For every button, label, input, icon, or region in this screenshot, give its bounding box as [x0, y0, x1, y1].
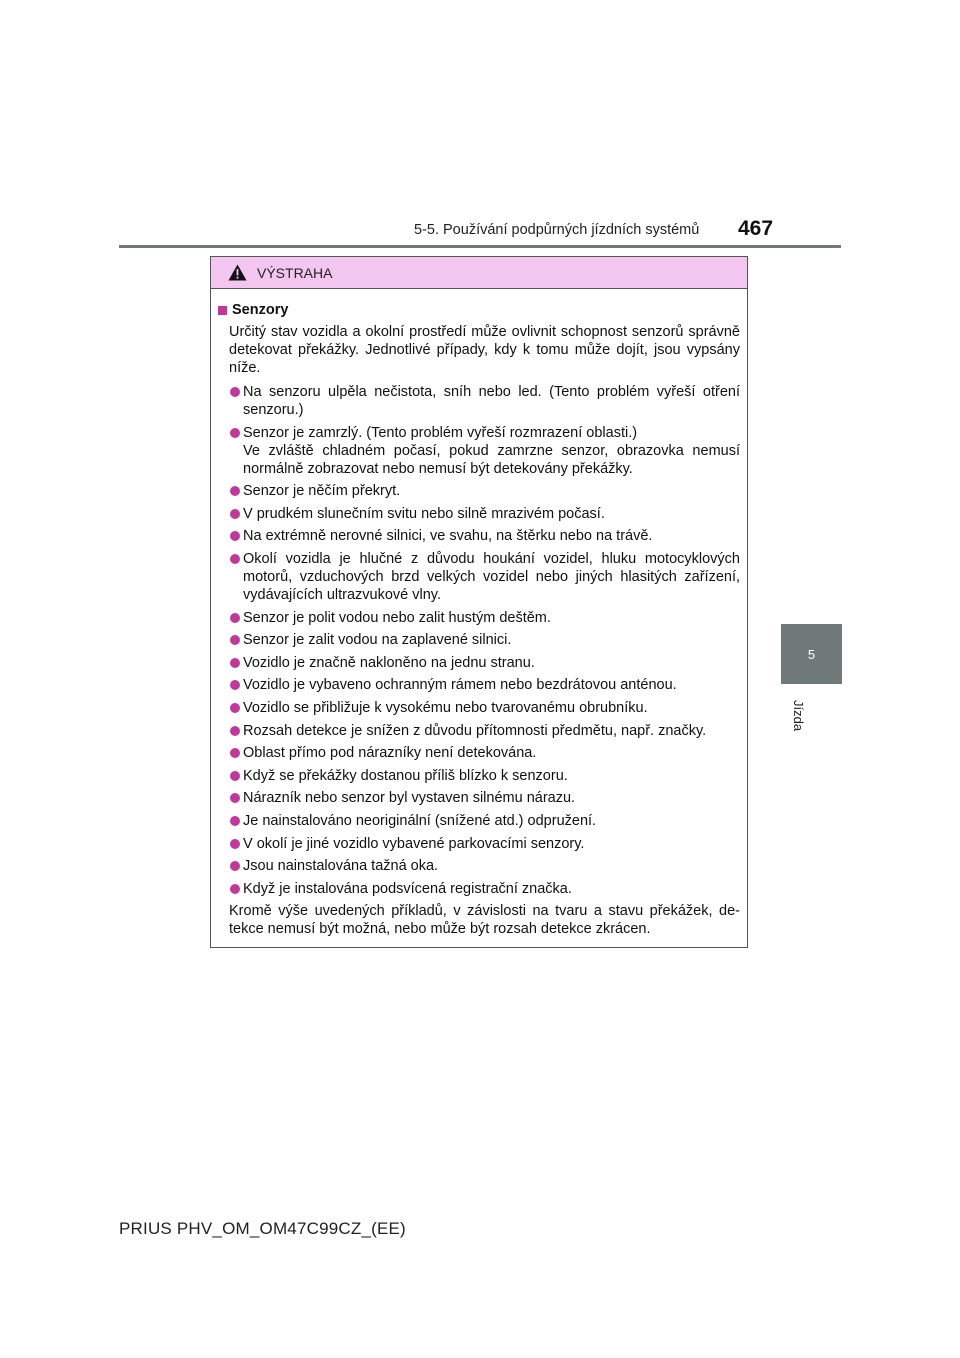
list-item: V prudkém slunečním svitu nebo silně mrazivém počasí. — [218, 505, 740, 523]
intro-paragraph: Určitý stav vozidla a okolní prostředí může ovlivnit schopnost senzorů správně detekovat překážky. Jednotlivé případy, kdy k tomu může dojít, jsou vypsány níže. — [229, 324, 740, 376]
list-item: Když je instalována podsvícená registrační značka. — [218, 880, 740, 898]
chapter-tab — [781, 624, 842, 684]
list-item: Na senzoru ulpěla nečistota, sníh nebo led. (Tento problém vyřeší otření senzoru.) — [218, 383, 740, 419]
bullet-icon — [230, 658, 240, 668]
list-item: Když se překážky dostanou příliš blízko k senzoru. — [218, 767, 740, 785]
bullet-icon — [230, 486, 240, 496]
list-item: Senzor je něčím překryt. — [218, 482, 740, 500]
condition-list — [218, 383, 740, 898]
warning-heading: VÝSTRAHA — [257, 264, 333, 281]
list-item: Senzor je zamrzlý. (Tento problém vyřeší rozmrazení oblasti.) Ve zvláště chladném počasí, pokud zamrzne senzor, obrazovka nemusí normálně zobrazovat nebo nemusí být detekovány překážky. — [218, 424, 740, 478]
document-code: PRIUS PHV_OM_OM47C99CZ_(EE) — [119, 1219, 406, 1238]
warning-header — [211, 257, 747, 289]
list-item: Oblast přímo pod nárazníky není detekována. — [218, 744, 740, 762]
warning-box — [210, 256, 748, 948]
closing-paragraph: Kromě výše uvedených příkladů, v závislosti na tvaru a stavu překážek, de-tekce nemusí být možná, nebo může být rozsah detekce zkrácen. — [229, 903, 740, 938]
bullet-icon — [230, 816, 240, 826]
section-title: 5-5. Používání podpůrných jízdních systémů — [414, 222, 700, 238]
chapter-label: Jízda — [791, 700, 806, 732]
bullet-icon — [230, 554, 240, 564]
warning-triangle-icon — [228, 264, 247, 281]
bullet-icon — [230, 884, 240, 894]
bullet-icon — [230, 703, 240, 713]
bullet-icon — [230, 387, 240, 397]
bullet-icon — [230, 531, 240, 541]
bullet-icon — [230, 428, 240, 438]
list-item: Na extrémně nerovné silnici, ve svahu, na štěrku nebo na trávě. — [218, 527, 740, 545]
bullet-icon — [230, 680, 240, 690]
bullet-icon — [230, 509, 240, 519]
list-item: Vozidlo je vybaveno ochranným rámem nebo bezdrátovou anténou. — [218, 676, 740, 694]
page-number: 467 — [738, 217, 774, 240]
list-item: Vozidlo se přibližuje k vysokému nebo tvarovanému obrubníku. — [218, 699, 740, 717]
bullet-icon — [230, 861, 240, 871]
list-item: Okolí vozidla je hlučné z důvodu houkání vozidel, hluku motocyklových motorů, vzduchových brzd velkých vozidel nebo jiných hlasitých zařízení, vydávajících ultrazvukové vlny. — [218, 550, 740, 604]
list-item: Rozsah detekce je snížen z důvodu přítomnosti předmětu, např. značky. — [218, 722, 740, 740]
list-item: Jsou nainstalována tažná oka. — [218, 857, 740, 875]
bullet-icon — [230, 726, 240, 736]
list-item: Senzor je polit vodou nebo zalit hustým deštěm. — [218, 609, 740, 627]
bullet-icon — [230, 793, 240, 803]
bullet-icon — [230, 635, 240, 645]
list-item: V okolí je jiné vozidlo vybavené parkovacími senzory. — [218, 835, 740, 853]
bullet-icon — [230, 613, 240, 623]
warning-body — [211, 289, 747, 938]
chapter-number: 5 — [807, 646, 816, 662]
bullet-icon — [230, 748, 240, 758]
square-bullet-icon — [218, 306, 227, 315]
subsection-title — [218, 301, 740, 319]
header-divider — [119, 245, 841, 248]
list-item: Senzor je zalit vodou na zaplavené silnici. — [218, 631, 740, 649]
list-item: Nárazník nebo senzor byl vystaven silnému nárazu. — [218, 789, 740, 807]
list-item: Je nainstalováno neoriginální (snížené atd.) odpružení. — [218, 812, 740, 830]
bullet-icon — [230, 839, 240, 849]
bullet-icon — [230, 771, 240, 781]
subsection-title-text: Senzory — [232, 302, 289, 318]
list-item: Vozidlo je značně nakloněno na jednu stranu. — [218, 654, 740, 672]
list-item-note: Ve zvláště chladném počasí, pokud zamrzne senzor, obrazovka nemusí normálně zobrazovat nebo nemusí být detekovány překážky. — [243, 442, 740, 477]
